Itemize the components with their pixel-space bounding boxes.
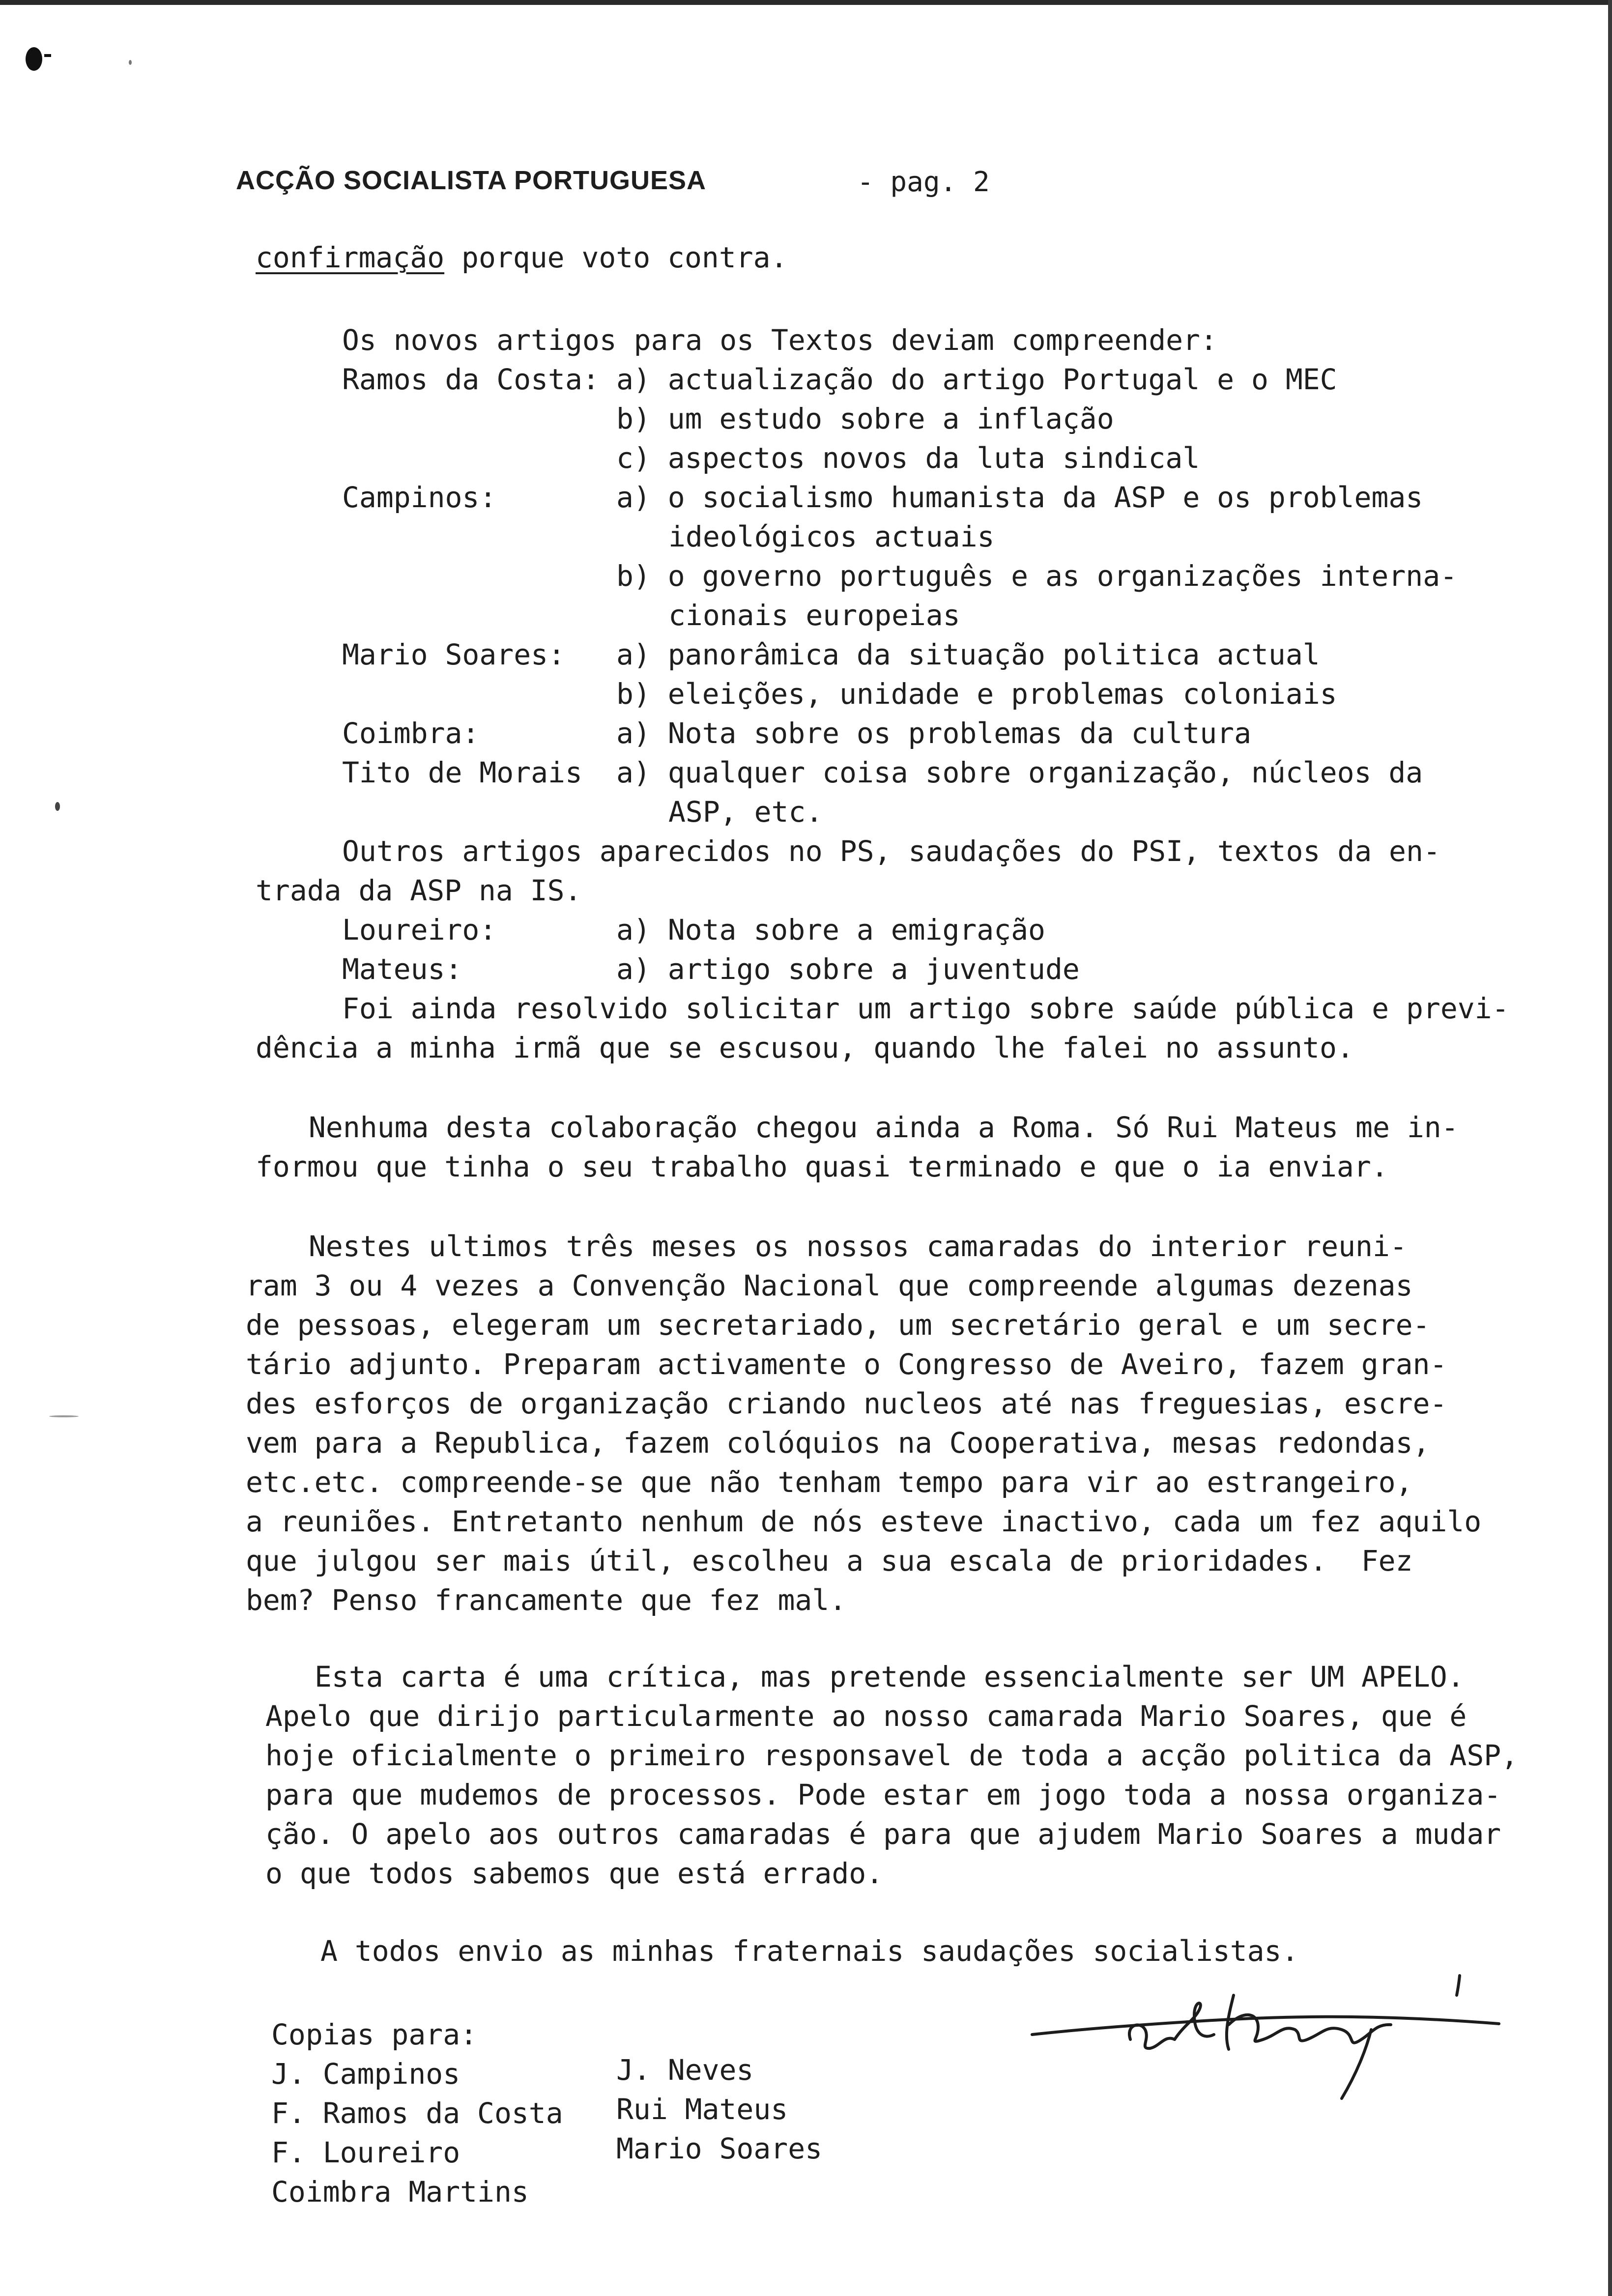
article-item: a) actualização do artigo Portugal e o MEC [616,363,1337,396]
body-line: dência a minha irmã que se escusou, quando lhe falei no assunto. [256,1031,1354,1064]
author-name: Coimbra: [342,717,480,750]
article-item: c) aspectos novos da luta sindical [616,441,1200,475]
document-header-title: ACÇÃO SOCIALISTA PORTUGUESA [236,166,707,195]
article-item: b) eleições, unidade e problemas coloniais [616,677,1337,711]
body-line: Outros artigos aparecidos no PS, saudações do PSI, textos da en- [342,834,1440,868]
author-name: Loureiro: [342,913,497,947]
underlined-word: confirmação [256,241,445,274]
article-item: a) o socialismo humanista da ASP e os problemas [616,481,1423,514]
handwritten-signature [1027,1966,1509,2113]
article-item: a) artigo sobre a juventude [616,952,1080,986]
closing-line: A todos envio as minhas fraternais saudações socialistas. [320,1934,1299,1968]
body-line: vem para a Republica, fazem colóquios na Cooperativa, mesas redondas, [246,1426,1430,1460]
article-item: a) Nota sobre a emigração [616,913,1045,947]
copy-recipient: F. Loureiro [271,2136,461,2169]
body-line: a reuniões. Entretanto nenhum de nós esteve inactivo, cada um fez aquilo [246,1505,1482,1538]
body-line: etc.etc. compreende-se que não tenham tempo para vir ao estrangeiro, [246,1465,1413,1499]
body-line: Esta carta é uma crítica, mas pretende essencialmente ser UM APELO. [315,1660,1465,1693]
punch-hole-mark-tail [44,54,51,57]
article-item-cont: ASP, etc. [668,795,823,829]
article-item: a) Nota sobre os problemas da cultura [616,717,1252,750]
body-line: de pessoas, elegeram um secretariado, um secretário geral e um secre- [246,1308,1430,1342]
author-name: Tito de Morais [342,756,582,789]
body-line: hoje oficialmente o primeiro responsavel de toda a acção politica da ASP, [265,1739,1519,1772]
copy-recipient: F. Ramos da Costa [271,2096,563,2130]
author-name: Mateus: [342,952,462,986]
copy-recipient: J. Neves [616,2053,754,2087]
body-line: formou que tinha o seu trabalho quasi terminado e que o ia enviar. [256,1150,1388,1183]
body-line: Os novos artigos para os Textos deviam compreender: [342,323,1217,357]
body-line: ram 3 ou 4 vezes a Convenção Nacional que compreende algumas dezenas [246,1269,1413,1302]
article-item-cont: ideológicos actuais [668,520,995,553]
copy-recipient: Mario Soares [616,2132,823,2165]
scan-speck [49,1415,79,1417]
body-line: tário adjunto. Preparam activamente o Congresso de Aveiro, fazem gran- [246,1348,1447,1381]
scan-edge-right [1608,0,1612,2296]
body-line: ção. O apelo aos outros camaradas é para que ajudem Mario Soares a mudar [265,1817,1501,1851]
body-line: Nestes ultimos três meses os nossos camaradas do interior reuni- [309,1230,1407,1263]
copy-recipient: Coimbra Martins [271,2175,529,2209]
page-number: - pag. 2 [857,166,990,198]
author-name: Mario Soares: [342,638,565,671]
author-name: Campinos: [342,481,497,514]
article-item-cont: cionais europeias [668,599,960,632]
article-item: a) panorâmica da situação politica actual [616,638,1320,671]
copies-title: Copias para: [271,2018,478,2051]
body-line: trada da ASP na IS. [256,874,582,907]
copy-recipient: Rui Mateus [616,2093,788,2126]
punch-hole-mark [26,47,42,71]
article-item: b) o governo português e as organizações interna- [616,559,1458,593]
scan-speck [55,802,60,811]
body-line [256,238,788,277]
author-name: Ramos da Costa: [342,363,600,396]
body-line: bem? Penso francamente que fez mal. [246,1583,847,1617]
body-line: des esforços de organização criando nucleos até nas freguesias, escre- [246,1387,1447,1420]
body-line: Apelo que dirijo particularmente ao nosso camarada Mario Soares, que é [265,1699,1467,1733]
text-fragment: porque voto contra. [444,241,788,274]
body-line: Nenhuma desta colaboração chegou ainda a Roma. Só Rui Mateus me in- [309,1111,1459,1144]
body-line: para que mudemos de processos. Pode estar em jogo toda a nossa organiza- [265,1778,1501,1811]
body-line: que julgou ser mais útil, escolheu a sua escala de prioridades. Fez [246,1544,1413,1578]
scan-edge-top [0,0,1612,5]
body-line: o que todos sabemos que está errado. [265,1857,884,1890]
article-item: a) qualquer coisa sobre organização, núcleos da [616,756,1423,789]
body-line: Foi ainda resolvido solicitar um artigo sobre saúde pública e previ- [342,992,1509,1025]
copy-recipient: J. Campinos [271,2057,461,2091]
article-item: b) um estudo sobre a inflação [616,402,1114,435]
scan-speck [129,60,132,65]
